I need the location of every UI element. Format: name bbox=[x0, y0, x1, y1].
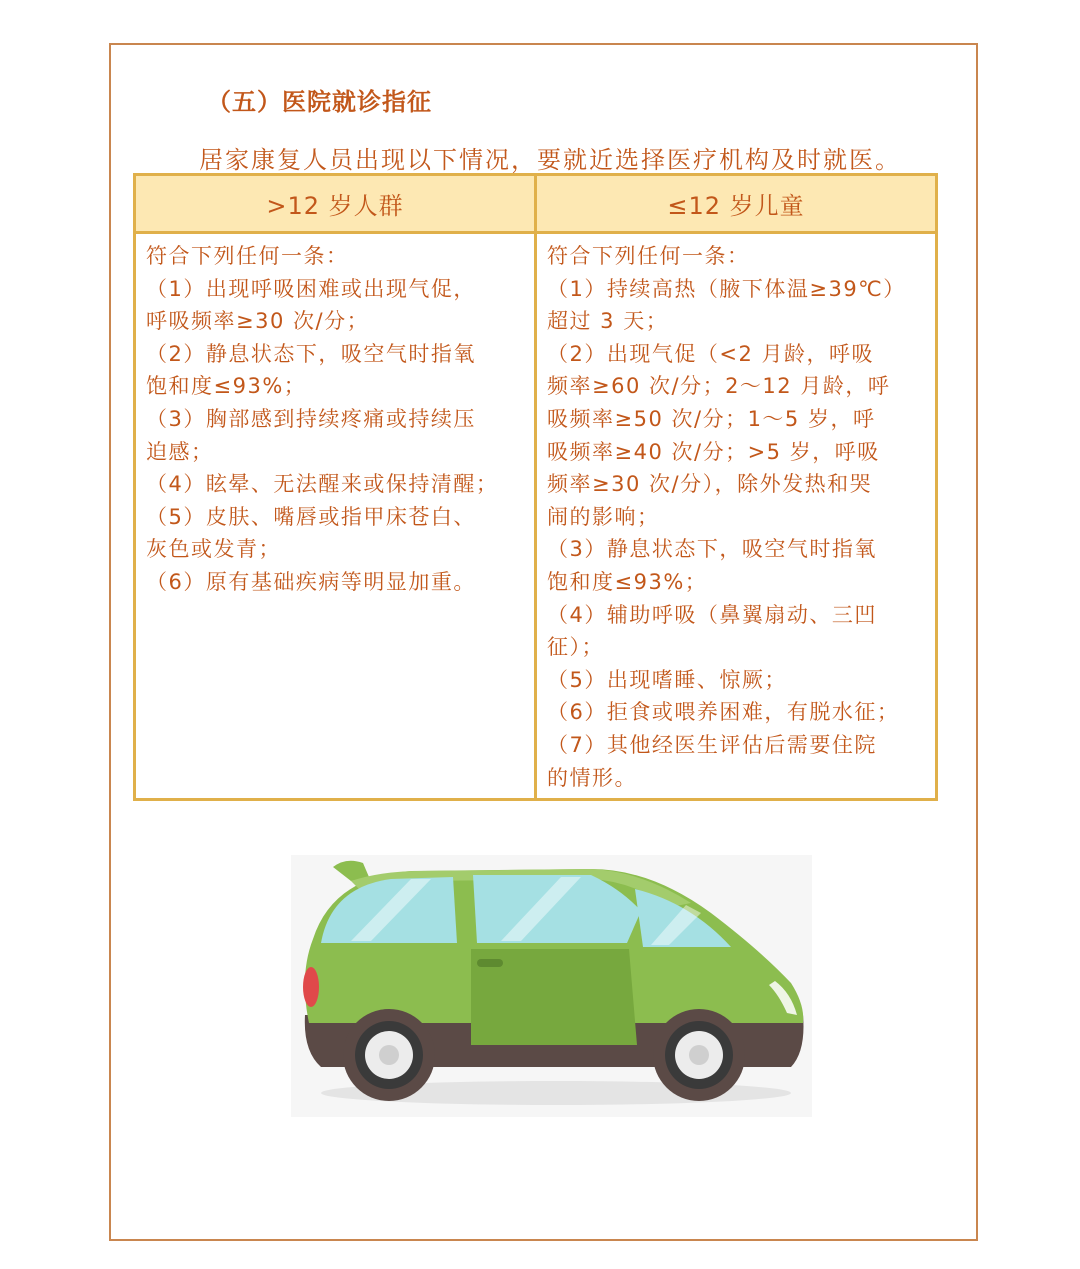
adult-line: 饱和度≤93%； bbox=[146, 374, 307, 399]
child-line: 的情形。 bbox=[547, 765, 637, 790]
child-line: 符合下列任何一条： bbox=[547, 244, 750, 268]
child-line: 吸频率≥50 次/分；1～5 岁，呼 bbox=[547, 406, 876, 431]
child-line: （1）持续高热（腋下体温≥39℃） bbox=[547, 276, 906, 301]
child-line: 饱和度≤93%； bbox=[547, 569, 708, 594]
child-line: 频率≥30 次/分），除外发热和哭 bbox=[547, 472, 873, 497]
child-line: （3）静息状态下，吸空气时指氧 bbox=[547, 537, 877, 562]
green-car-icon bbox=[291, 855, 812, 1117]
adult-line: （5）皮肤、嘴唇或指甲床苍白、 bbox=[146, 504, 476, 529]
adult-line: （1）出现呼吸困难或出现气促， bbox=[146, 276, 476, 301]
adult-line: 符合下列任何一条： bbox=[146, 244, 349, 268]
intro-text: 居家康复人员出现以下情况，要就近选择医疗机构及时就医。 bbox=[199, 146, 901, 174]
adult-line: （6）原有基础疾病等明显加重。 bbox=[146, 569, 476, 594]
car-illustration bbox=[291, 855, 812, 1117]
child-line: （4）辅助呼吸（鼻翼扇动、三凹 bbox=[547, 602, 877, 627]
child-line: 超过 3 天； bbox=[547, 309, 669, 334]
adult-line: （3）胸部感到持续疼痛或持续压 bbox=[146, 406, 476, 431]
adult-line: 迫感； bbox=[146, 439, 214, 464]
child-line: 频率≥60 次/分；2～12 月龄，呼 bbox=[547, 374, 891, 399]
header-children: ≤12 岁儿童 bbox=[536, 175, 937, 233]
adult-line: （4）眩晕、无法醒来或保持清醒； bbox=[146, 472, 499, 497]
adult-line: （2）静息状态下，吸空气时指氧 bbox=[146, 341, 476, 366]
child-line: （6）拒食或喂养困难，有脱水征； bbox=[547, 700, 900, 725]
adult-line: 呼吸频率≥30 次/分； bbox=[146, 309, 370, 334]
adult-line: 灰色或发青； bbox=[146, 537, 281, 562]
child-line: （2）出现气促（<2 月龄，呼吸 bbox=[547, 341, 874, 366]
child-line: （5）出现嗜睡、惊厥； bbox=[547, 667, 787, 692]
child-line: 征）； bbox=[547, 635, 604, 660]
child-line: （7）其他经医生评估后需要住院 bbox=[547, 732, 877, 757]
child-line: 闹的影响； bbox=[547, 504, 660, 529]
header-adults: >12 岁人群 bbox=[135, 175, 536, 233]
child-criteria-cell bbox=[536, 233, 937, 800]
section-heading: （五）医院就诊指征 bbox=[207, 88, 432, 116]
child-line: 吸频率≥40 次/分；>5 岁，呼吸 bbox=[547, 439, 880, 464]
adult-criteria-cell bbox=[135, 233, 536, 800]
criteria-table bbox=[133, 173, 938, 801]
